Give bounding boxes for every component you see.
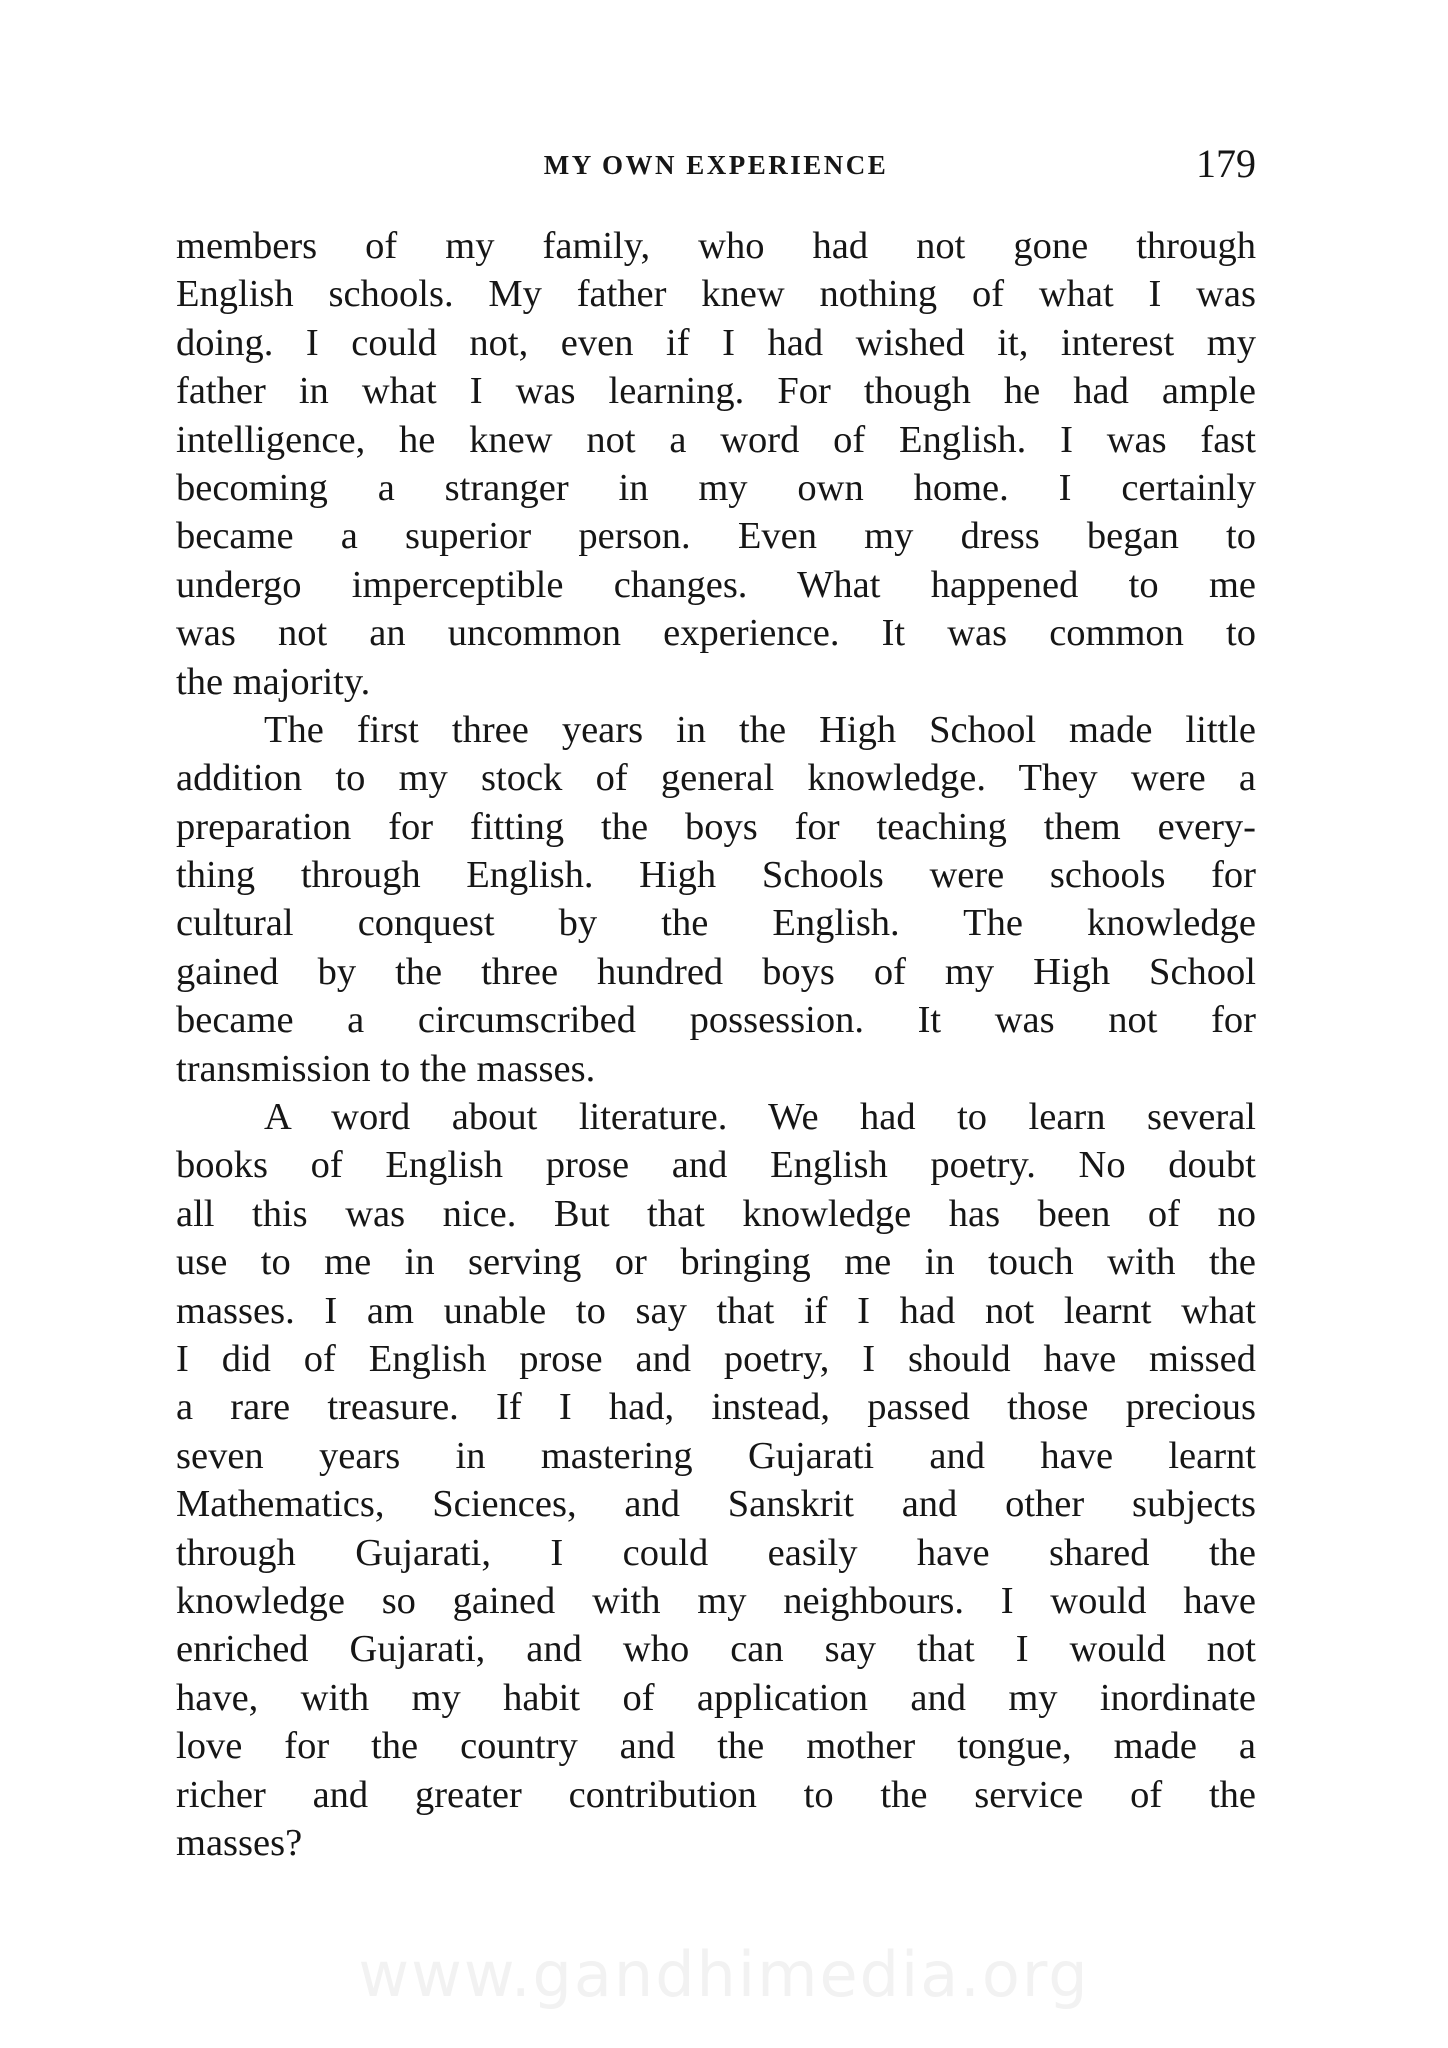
paragraph xyxy=(176,706,1256,1093)
text-line: use to me in serving or bringing me in touch with the xyxy=(176,1241,1256,1284)
text-line: have, with my habit of application and my inordinate xyxy=(176,1676,1256,1719)
text-line: the majority. xyxy=(176,660,371,703)
text-line: undergo imperceptible changes. What happened to me xyxy=(176,563,1256,606)
paragraph xyxy=(176,222,1256,706)
text-line: English schools. My father knew nothing of what I was xyxy=(176,273,1256,316)
text-line: becoming a stranger in my own home. I certainly xyxy=(176,466,1256,509)
text-line: books of English prose and English poetry. No doubt xyxy=(176,1144,1256,1187)
text-line: masses? xyxy=(176,1821,303,1864)
text-line: A word about literature. We had to learn several xyxy=(264,1096,1256,1139)
text-line: I did of English prose and poetry, I should have missed xyxy=(176,1337,1256,1380)
text-line: cultural conquest by the English. The knowledge xyxy=(176,902,1256,945)
text-line: a rare treasure. If I had, instead, passed those precious xyxy=(176,1386,1256,1429)
text-line: preparation for fitting the boys for teaching them every- xyxy=(176,805,1256,848)
text-line: became a superior person. Even my dress began to xyxy=(176,515,1256,558)
text-line: intelligence, he knew not a word of English. I was fast xyxy=(176,418,1256,461)
text-line: transmission to the masses. xyxy=(176,1047,596,1090)
text-line: enriched Gujarati, and who can say that I would not xyxy=(176,1628,1256,1671)
text-line: became a circumscribed possession. It was not for xyxy=(176,999,1256,1042)
text-line: gained by the three hundred boys of my High School xyxy=(176,950,1256,993)
running-head: MY OWN EXPERIENCE xyxy=(543,150,889,180)
text-line: thing through English. High Schools were schools for xyxy=(176,854,1256,897)
text-line: richer and greater contribution to the service of the xyxy=(176,1773,1256,1816)
text-line: masses. I am unable to say that if I had not learnt what xyxy=(176,1289,1256,1332)
text-line: father in what I was learning. For though he had ample xyxy=(176,370,1256,413)
text-line: doing. I could not, even if I had wished it, interest my xyxy=(176,321,1256,364)
text-line: through Gujarati, I could easily have shared the xyxy=(176,1531,1256,1574)
page-header xyxy=(176,140,1256,190)
body-text xyxy=(176,222,1256,1867)
text-line: all this was nice. But that knowledge has been of no xyxy=(176,1192,1256,1235)
text-line: was not an uncommon experience. It was common to xyxy=(176,612,1256,655)
text-line: The first three years in the High School made little xyxy=(264,708,1256,751)
page-number: 179 xyxy=(1196,141,1256,186)
text-line: members of my family, who had not gone through xyxy=(176,225,1256,267)
paragraph xyxy=(176,1093,1256,1867)
text-line: seven years in mastering Gujarati and have learnt xyxy=(176,1434,1256,1477)
watermark: www.gandhimedia.org xyxy=(358,1938,1090,2011)
text-line: knowledge so gained with my neighbours. I would have xyxy=(176,1579,1256,1622)
text-line: addition to my stock of general knowledge. They were a xyxy=(176,757,1256,800)
text-line: love for the country and the mother tongue, made a xyxy=(176,1725,1256,1768)
text-line: Mathematics, Sciences, and Sanskrit and other subjects xyxy=(176,1483,1256,1526)
